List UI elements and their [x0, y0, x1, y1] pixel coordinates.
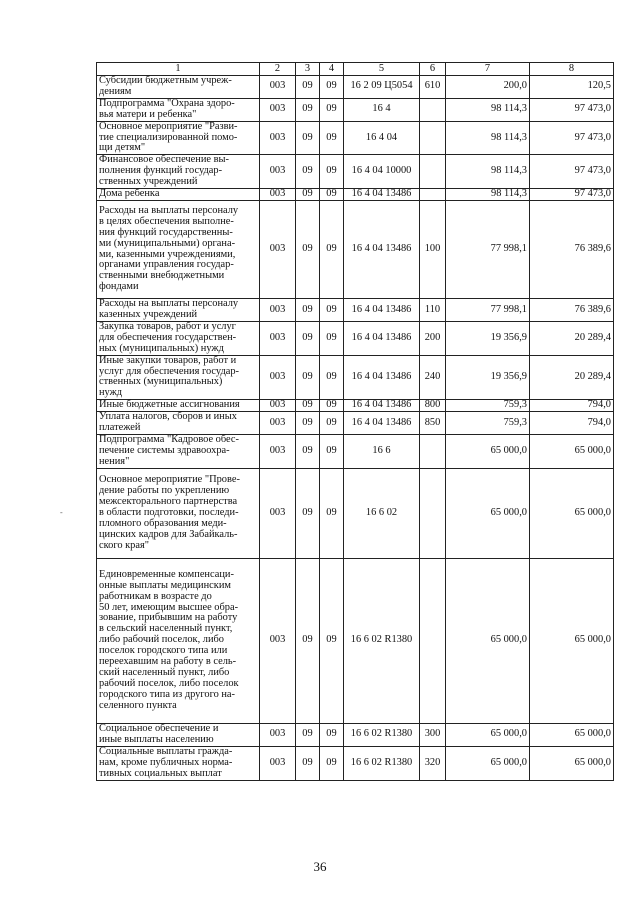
amount-cell: 794,0: [530, 400, 614, 412]
subsection-cell: 09: [320, 412, 344, 435]
target-article-cell: 16 6: [344, 435, 420, 469]
target-article-cell: 16 2 09 Ц5054: [344, 76, 420, 99]
amount-cell: 20 289,4: [530, 321, 614, 355]
row-name-cell: Основное мероприятие "Разви- тие специализированной помо- щи детям": [97, 121, 260, 155]
table-row: [97, 400, 614, 412]
header-cell: 1: [97, 63, 260, 76]
row-name-cell: Подпрограмма "Кадровое обес- печение системы здравоохра- нения": [97, 435, 260, 469]
amount-cell: 20 289,4: [530, 355, 614, 400]
subsection-cell: 09: [320, 299, 344, 322]
header-cell: 8: [530, 63, 614, 76]
section-cell: 09: [296, 435, 320, 469]
amount-cell: 65 000,0: [446, 746, 530, 780]
amount-cell: 794,0: [530, 412, 614, 435]
header-cell: 2: [260, 63, 296, 76]
amount-cell: 97 473,0: [530, 121, 614, 155]
target-article-cell: 16 4: [344, 98, 420, 121]
target-article-cell: 16 6 02 R1380: [344, 558, 420, 723]
code-cell: 003: [260, 189, 296, 201]
table-row: [97, 746, 614, 780]
budget-table: [96, 62, 614, 781]
expense-type-cell: [420, 155, 446, 189]
amount-cell: 98 114,3: [446, 155, 530, 189]
expense-type-cell: 800: [420, 400, 446, 412]
amount-cell: 19 356,9: [446, 355, 530, 400]
target-article-cell: 16 6 02: [344, 468, 420, 558]
row-name-cell: Иные закупки товаров, работ и услуг для обеспечения государ- ственных (муниципальных) нужд: [97, 355, 260, 400]
section-cell: 09: [296, 201, 320, 299]
section-cell: 09: [296, 412, 320, 435]
target-article-cell: 16 4 04 13486: [344, 299, 420, 322]
code-cell: 003: [260, 201, 296, 299]
code-cell: 003: [260, 468, 296, 558]
table-row: [97, 98, 614, 121]
header-cell: 4: [320, 63, 344, 76]
target-article-cell: 16 4 04: [344, 121, 420, 155]
expense-type-cell: 320: [420, 746, 446, 780]
target-article-cell: 16 4 04 13486: [344, 189, 420, 201]
table-row: [97, 155, 614, 189]
amount-cell: 65 000,0: [446, 558, 530, 723]
section-cell: 09: [296, 76, 320, 99]
row-name-cell: Социальные выплаты гражда- нам, кроме публичных норма- тивных социальных выплат: [97, 746, 260, 780]
table-row: [97, 723, 614, 746]
header-row: [97, 63, 614, 76]
row-name-cell: Социальное обеспечение и иные выплаты населению: [97, 723, 260, 746]
target-article-cell: 16 4 04 10000: [344, 155, 420, 189]
code-cell: 003: [260, 321, 296, 355]
subsection-cell: 09: [320, 400, 344, 412]
header-cell: 5: [344, 63, 420, 76]
row-name-cell: Дома ребенка: [97, 189, 260, 201]
target-article-cell: 16 4 04 13486: [344, 400, 420, 412]
header-cell: 3: [296, 63, 320, 76]
section-cell: 09: [296, 155, 320, 189]
expense-type-cell: 850: [420, 412, 446, 435]
target-article-cell: 16 4 04 13486: [344, 355, 420, 400]
page-number: 36: [313, 859, 327, 874]
row-name-cell: Расходы на выплаты персоналу в целях обеспечения выполне- ния функций государственны- ми (муниципальными) органа- ми, казенными учреждениями, органами управления государ- ственными внебюджетными фондами: [97, 201, 260, 299]
table-row: [97, 121, 614, 155]
amount-cell: 65 000,0: [446, 723, 530, 746]
code-cell: 003: [260, 355, 296, 400]
amount-cell: 65 000,0: [446, 435, 530, 469]
subsection-cell: 09: [320, 189, 344, 201]
section-cell: 09: [296, 321, 320, 355]
section-cell: 09: [296, 98, 320, 121]
code-cell: 003: [260, 121, 296, 155]
amount-cell: 65 000,0: [530, 746, 614, 780]
code-cell: 003: [260, 435, 296, 469]
header-cell: 7: [446, 63, 530, 76]
section-cell: 09: [296, 355, 320, 400]
expense-type-cell: [420, 468, 446, 558]
section-cell: 09: [296, 121, 320, 155]
section-cell: 09: [296, 468, 320, 558]
table-row: [97, 468, 614, 558]
code-cell: 003: [260, 155, 296, 189]
table-row: [97, 321, 614, 355]
target-article-cell: 16 6 02 R1380: [344, 746, 420, 780]
subsection-cell: 09: [320, 155, 344, 189]
subsection-cell: 09: [320, 435, 344, 469]
section-cell: 09: [296, 558, 320, 723]
expense-type-cell: [420, 558, 446, 723]
subsection-cell: 09: [320, 468, 344, 558]
target-article-cell: 16 6 02 R1380: [344, 723, 420, 746]
amount-cell: 98 114,3: [446, 98, 530, 121]
section-cell: 09: [296, 746, 320, 780]
expense-type-cell: 300: [420, 723, 446, 746]
row-name-cell: Субсидии бюджетным учреж- дениям: [97, 76, 260, 99]
amount-cell: 98 114,3: [446, 121, 530, 155]
amount-cell: 98 114,3: [446, 189, 530, 201]
amount-cell: 97 473,0: [530, 98, 614, 121]
code-cell: 003: [260, 723, 296, 746]
code-cell: 003: [260, 412, 296, 435]
amount-cell: 77 998,1: [446, 299, 530, 322]
table-row: [97, 355, 614, 400]
amount-cell: 65 000,0: [530, 435, 614, 469]
table-row: [97, 189, 614, 201]
row-name-cell: Закупка товаров, работ и услуг для обеспечения государствен- ных (муниципальных) нужд: [97, 321, 260, 355]
code-cell: 003: [260, 299, 296, 322]
table-row: [97, 558, 614, 723]
row-name-cell: Иные бюджетные ассигнования: [97, 400, 260, 412]
subsection-cell: 09: [320, 121, 344, 155]
code-cell: 003: [260, 400, 296, 412]
code-cell: 003: [260, 76, 296, 99]
amount-cell: 65 000,0: [530, 723, 614, 746]
amount-cell: 65 000,0: [530, 558, 614, 723]
expense-type-cell: 110: [420, 299, 446, 322]
subsection-cell: 09: [320, 98, 344, 121]
row-name-cell: Уплата налогов, сборов и иных платежей: [97, 412, 260, 435]
amount-cell: 65 000,0: [530, 468, 614, 558]
expense-type-cell: 610: [420, 76, 446, 99]
target-article-cell: 16 4 04 13486: [344, 201, 420, 299]
expense-type-cell: 240: [420, 355, 446, 400]
expense-type-cell: 100: [420, 201, 446, 299]
expense-type-cell: 200: [420, 321, 446, 355]
amount-cell: 76 389,6: [530, 299, 614, 322]
code-cell: 003: [260, 558, 296, 723]
amount-cell: 77 998,1: [446, 201, 530, 299]
subsection-cell: 09: [320, 746, 344, 780]
table-row: [97, 76, 614, 99]
amount-cell: 19 356,9: [446, 321, 530, 355]
section-cell: 09: [296, 189, 320, 201]
subsection-cell: 09: [320, 723, 344, 746]
code-cell: 003: [260, 98, 296, 121]
header-cell: 6: [420, 63, 446, 76]
table-row: [97, 412, 614, 435]
amount-cell: 65 000,0: [446, 468, 530, 558]
subsection-cell: 09: [320, 558, 344, 723]
amount-cell: 76 389,6: [530, 201, 614, 299]
subsection-cell: 09: [320, 201, 344, 299]
amount-cell: 97 473,0: [530, 155, 614, 189]
row-name-cell: Основное мероприятие "Прове- дение работы по укреплению межсекторального партнерства в области подготовки, последи- пломного образования меди- цинских кадров для Забайкаль- ского края": [97, 468, 260, 558]
row-name-cell: Единовременные компенсаци- онные выплаты медицинским работникам в возрасте до 50 лет, имеющим высшее обра- зование, прибывшим на работу в сельский населенный пункт, либо рабочий поселок, либо поселок городского типа или переехавшим на работу в сель- ский населенный пункт, либо рабочий поселок, либо поселок городского типа из другого на- селенного пункта: [97, 558, 260, 723]
subsection-cell: 09: [320, 76, 344, 99]
subsection-cell: 09: [320, 355, 344, 400]
subsection-cell: 09: [320, 321, 344, 355]
target-article-cell: 16 4 04 13486: [344, 412, 420, 435]
target-article-cell: 16 4 04 13486: [344, 321, 420, 355]
amount-cell: 200,0: [446, 76, 530, 99]
section-cell: 09: [296, 299, 320, 322]
row-name-cell: Расходы на выплаты персоналу казенных учреждений: [97, 299, 260, 322]
table-row: [97, 299, 614, 322]
amount-cell: 120,5: [530, 76, 614, 99]
expense-type-cell: [420, 98, 446, 121]
amount-cell: 759,3: [446, 400, 530, 412]
amount-cell: 759,3: [446, 412, 530, 435]
expense-type-cell: [420, 189, 446, 201]
expense-type-cell: [420, 121, 446, 155]
margin-mark: -: [60, 508, 63, 517]
code-cell: 003: [260, 746, 296, 780]
row-name-cell: Подпрограмма "Охрана здоро- вья матери и ребенка": [97, 98, 260, 121]
section-cell: 09: [296, 723, 320, 746]
row-name-cell: Финансовое обеспечение вы- полнения функций государ- ственных учреждений: [97, 155, 260, 189]
section-cell: 09: [296, 400, 320, 412]
expense-type-cell: [420, 435, 446, 469]
table-row: [97, 201, 614, 299]
table-row: [97, 435, 614, 469]
amount-cell: 97 473,0: [530, 189, 614, 201]
